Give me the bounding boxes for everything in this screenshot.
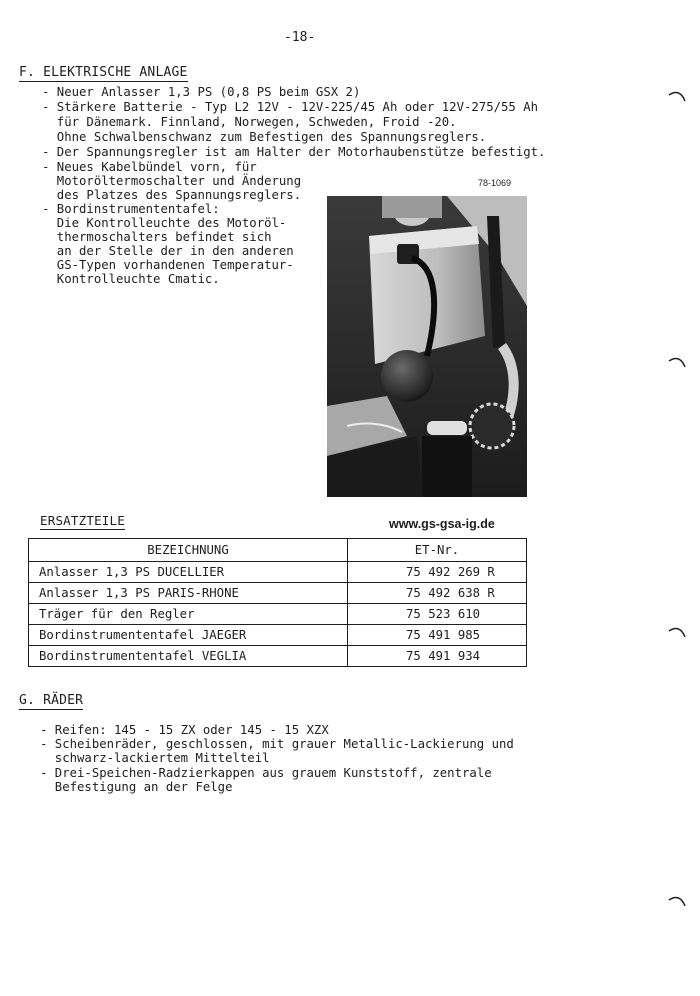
table-row bbox=[29, 625, 527, 646]
section-f-line: Ohne Schwalbenschwanz zum Befestigen des Spannungsreglers. bbox=[42, 130, 487, 144]
section-g-line: - Reifen: 145 - 15 ZX oder 145 - 15 XZX bbox=[40, 723, 329, 737]
section-f-line: thermoschalters befindet sich bbox=[42, 230, 272, 244]
photo-caption: 78-1069 bbox=[478, 178, 512, 188]
part-name: Träger für den Regler bbox=[29, 604, 348, 625]
part-number: 75 523 610 bbox=[348, 604, 527, 625]
part-name: Bordinstrumententafel JAEGER bbox=[29, 625, 348, 646]
punch-hole-mark-icon bbox=[668, 626, 686, 638]
punch-hole-mark-icon bbox=[668, 895, 686, 907]
table-header-row bbox=[29, 539, 527, 562]
section-f-line: für Dänemark. Finnland, Norwegen, Schweden, Froid -20. bbox=[42, 115, 457, 129]
section-g-line: - Drei-Speichen-Radzierkappen aus grauem Kunststoff, zentrale bbox=[40, 766, 492, 780]
section-f-heading: F. ELEKTRISCHE ANLAGE bbox=[19, 65, 188, 80]
part-name: Anlasser 1,3 PS DUCELLIER bbox=[29, 562, 348, 583]
section-g-line: - Scheibenräder, geschlossen, mit grauer Metallic-Lackierung und bbox=[40, 737, 514, 751]
section-f-line: Kontrolleuchte Cmatic. bbox=[42, 272, 220, 286]
part-number: 75 492 638 R bbox=[348, 583, 527, 604]
part-name: Bordinstrumententafel VEGLIA bbox=[29, 646, 348, 667]
website-link[interactable]: www.gs-gsa-ig.de bbox=[389, 517, 495, 531]
column-header-et-nr: ET-Nr. bbox=[348, 539, 527, 562]
part-number: 75 492 269 R bbox=[348, 562, 527, 583]
punch-hole-mark-icon bbox=[668, 356, 686, 368]
section-f-line: Die Kontrolleuchte des Motoröl- bbox=[42, 216, 287, 230]
section-f-line: Motoröltermoschalter und Änderung bbox=[42, 174, 302, 188]
engine-bay-illustration bbox=[327, 196, 527, 497]
section-f-line: des Platzes des Spannungsreglers. bbox=[42, 188, 302, 202]
table-row bbox=[29, 562, 527, 583]
ersatzteile-heading: ERSATZTEILE bbox=[40, 513, 125, 528]
part-number: 75 491 934 bbox=[348, 646, 527, 667]
section-f-line: - Neues Kabelbündel vorn, für bbox=[42, 160, 257, 174]
section-f-line: - Bordinstrumententafel: bbox=[42, 202, 220, 216]
parts-table bbox=[28, 538, 527, 667]
section-g-line: schwarz-lackiertem Mittelteil bbox=[40, 751, 270, 765]
section-f-line: GS-Typen vorhandenen Temperatur- bbox=[42, 258, 294, 272]
part-name: Anlasser 1,3 PS PARIS-RHONE bbox=[29, 583, 348, 604]
table-row bbox=[29, 604, 527, 625]
section-f-line: - Neuer Anlasser 1,3 PS (0,8 PS beim GSX 2) bbox=[42, 85, 361, 99]
section-f-line: an der Stelle der in den anderen bbox=[42, 244, 294, 258]
section-f-line: - Der Spannungsregler ist am Halter der Motorhaubenstütze befestigt. bbox=[42, 145, 546, 159]
part-number: 75 491 985 bbox=[348, 625, 527, 646]
column-header-bezeichnung: BEZEICHNUNG bbox=[29, 539, 348, 562]
punch-hole-mark-icon bbox=[668, 90, 686, 102]
table-row bbox=[29, 646, 527, 667]
engine-bay-photo bbox=[327, 196, 527, 497]
section-g-heading: G. RÄDER bbox=[19, 693, 84, 708]
page-number: -18- bbox=[284, 30, 316, 45]
table-row bbox=[29, 583, 527, 604]
section-f-line: - Stärkere Batterie - Typ L2 12V - 12V-225/45 Ah oder 12V-275/55 Ah bbox=[42, 100, 539, 114]
section-g-line: Befestigung an der Felge bbox=[40, 780, 233, 794]
